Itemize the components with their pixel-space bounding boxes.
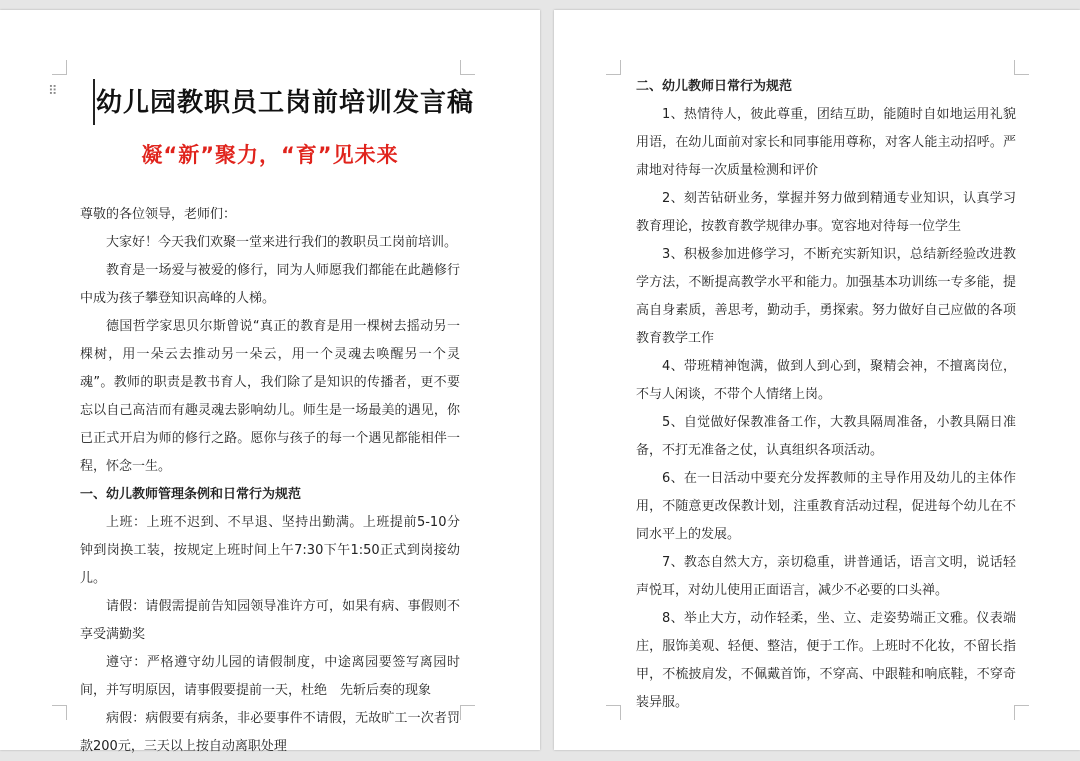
margin-corner-top-left <box>52 60 67 75</box>
document-subtitle[interactable]: 凝“新”聚力，“育”见未来 <box>141 143 399 167</box>
paragraph: 6、在一日活动中要充分发挥教师的主导作用及幼儿的主体作用，不随意更改保教计划，注重教育活动过程，促进每个幼儿在不同水平上的发展。 <box>636 471 1016 542</box>
margin-corner-bottom-right <box>460 705 475 720</box>
margin-corner-bottom-left <box>606 705 621 720</box>
paragraph: 病假：病假要有病条，非必要事件不请假，无故旷工一次者罚款200元，三天以上按自动离职处理 <box>80 711 460 754</box>
margin-corner-bottom-left <box>52 705 67 720</box>
paragraph: 7、教态自然大方，亲切稳重，讲普通话，语言文明，说话轻声悦耳，对幼儿使用正面语言，减少不必要的口头禅。 <box>636 555 1016 598</box>
margin-corner-top-right <box>460 60 475 75</box>
margin-corner-bottom-right <box>1014 705 1029 720</box>
paragraph: 4、带班精神饱满，做到人到心到，聚精会神，不擅离岗位，不与人闲谈，不带个人情绪上岗。 <box>636 359 1016 402</box>
document-title[interactable]: 幼儿园教职员工岗前培训发言稿 <box>96 88 475 118</box>
paragraph: 3、积极参加进修学习，不断充实新知识，总结新经验改进教学方法，不断提高教学水平和能力。加强基本功训练一专多能，提高自身素质，善思考，勤动手，勇探索。努力做好自己应做的各项教育教学工作 <box>636 247 1016 346</box>
paragraph: 1、热情待人，彼此尊重，团结互助，能随时自如地运用礼貌用语，在幼儿面前对家长和同事能用尊称，对客人能主动招呼。严肃地对待每一次质量检测和评价 <box>636 107 1016 178</box>
paragraph: 5、自觉做好保教准备工作，大教具隔周准备，小教具隔日准备，不打无准备之仗，认真组织各项活动。 <box>636 415 1016 458</box>
right-page-body[interactable] <box>636 73 1016 717</box>
paragraph: 教育是一场爱与被爱的修行，同为人师愿我们都能在此趟修行中成为孩子攀登知识高峰的人梯。 <box>80 263 460 306</box>
paragraph: 8、举止大方，动作轻柔，坐、立、走姿势端正文雅。仪表端庄，服饰美观、轻便、整洁，便于工作。上班时不化妆，不留长指甲，不梳披肩发，不佩戴首饰，不穿高、中跟鞋和响底鞋，不穿奇装异服。 <box>636 611 1016 710</box>
left-page-body[interactable] <box>80 201 460 761</box>
paragraph: 上班：上班不迟到、不早退、坚持出勤满。上班提前5-10分钟到岗换工装，按规定上班时间上午7:30下午1:50正式到岗接幼儿。 <box>80 515 460 586</box>
section-heading: 一、幼儿教师管理条例和日常行为规范 <box>80 487 302 502</box>
paragraph: 尊敬的各位领导，老师们： <box>80 207 237 222</box>
paragraph: 大家好！今天我们欢聚一堂来进行我们的教职员工岗前培训。 <box>106 235 458 250</box>
paragraph: 德国哲学家思贝尔斯曾说“真正的教育是用一棵树去摇动另一棵树，用一朵云去推动另一朵云，用一个灵魂去唤醒另一个灵魂”。教师的职责是教书育人，我们除了是知识的传播者，更不要忘以自己高洁而有趣灵魂去影响幼儿。师生是一场最美的遇见，你已正式开启为师的修行之路。愿你与孩子的每一个遇见都能相伴一程，怀念一生。 <box>80 319 460 474</box>
drag-handle-icon[interactable]: ⠿ <box>48 84 58 99</box>
paragraph: 2、刻苦钻研业务，掌握并努力做到精通专业知识，认真学习教育理论，按教育教学规律办事。宽容地对待每一位学生 <box>636 191 1016 234</box>
paragraph: 请假：请假需提前告知园领导准许方可，如果有病、事假则不享受满勤奖 <box>80 599 460 642</box>
margin-corner-top-left <box>606 60 621 75</box>
text-cursor <box>93 79 95 125</box>
paragraph: 遵守：严格遵守幼儿园的请假制度，中途离园要签写离园时间，并写明原因，请事假要提前一天，杜绝 先斩后奏的现象 <box>80 655 460 698</box>
section-heading: 二、幼儿教师日常行为规范 <box>636 79 793 94</box>
margin-corner-top-right <box>1014 60 1029 75</box>
